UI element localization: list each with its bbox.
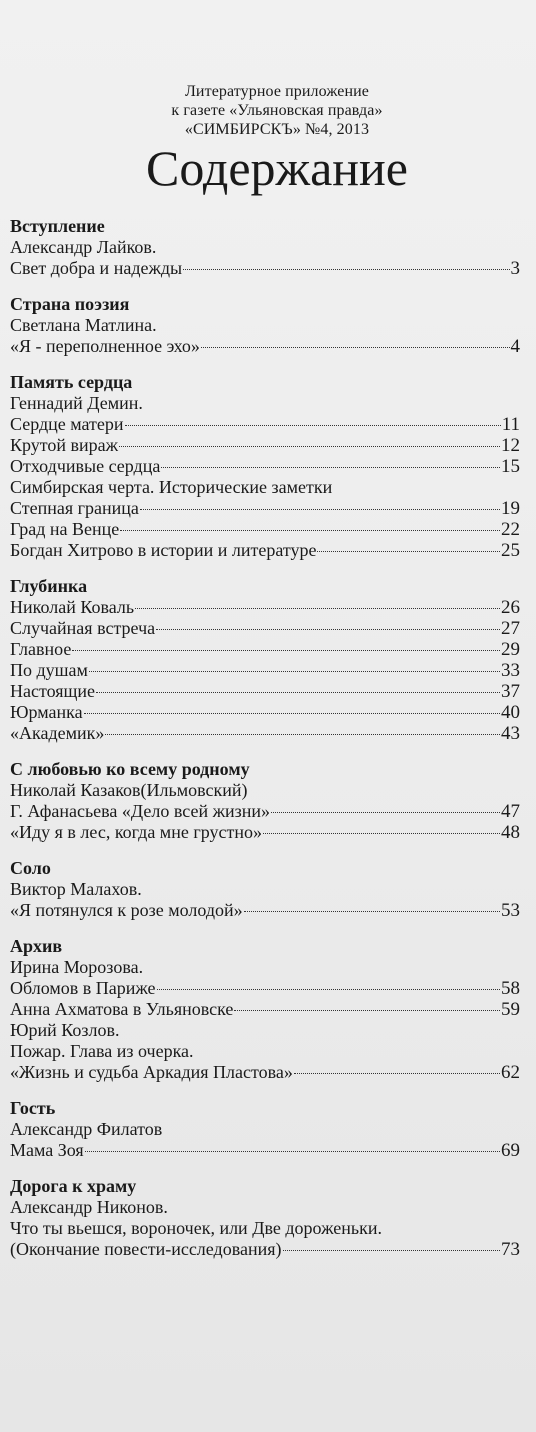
page-number: 37 — [501, 681, 520, 702]
dot-leader — [72, 650, 500, 651]
entry-title: Настоящие — [10, 681, 96, 701]
toc-entry — [10, 900, 520, 921]
page-number: 59 — [501, 999, 520, 1020]
dot-leader — [96, 692, 500, 693]
dot-leader — [120, 530, 500, 531]
table-of-contents — [10, 215, 520, 1274]
page-number: 3 — [510, 258, 520, 279]
toc-entry — [10, 999, 520, 1020]
dot-leader — [85, 1151, 500, 1152]
dot-leader — [294, 1073, 500, 1074]
toc-section — [10, 575, 520, 744]
dot-leader — [283, 1250, 501, 1251]
toc-entry — [10, 1239, 520, 1260]
page-number: 29 — [501, 639, 520, 660]
page-number: 73 — [501, 1239, 520, 1260]
toc-section — [10, 758, 520, 843]
toc-entry — [10, 723, 520, 744]
toc-entry — [10, 618, 520, 639]
dot-leader — [89, 671, 500, 672]
page-number: 33 — [501, 660, 520, 681]
header-line-2: к газете «Ульяновская правда» — [171, 102, 383, 119]
dot-leader — [183, 269, 509, 270]
toc-section — [10, 371, 520, 561]
entry-title: Сердце матери — [10, 414, 124, 434]
toc-entry-text: Геннадий Демин. — [10, 393, 143, 413]
toc-entry-text: Что ты вьешся, вороночек, или Две дороженьки. — [10, 1218, 382, 1238]
section-title: Вступление — [10, 216, 105, 236]
entry-title: Юрманка — [10, 702, 83, 722]
toc-section — [10, 215, 520, 279]
toc-entry — [10, 1140, 520, 1161]
dot-leader — [234, 1010, 500, 1011]
page-number: 4 — [510, 336, 520, 357]
page-number: 40 — [501, 702, 520, 723]
entry-title: «Я - переполненное эхо» — [10, 336, 200, 356]
dot-leader — [119, 446, 500, 447]
dot-leader — [157, 989, 500, 990]
entry-title: Г. Афанасьева «Дело всей жизни» — [10, 801, 271, 821]
section-title: Гость — [10, 1098, 56, 1118]
toc-entry-text: Александр Лайков. — [10, 237, 157, 257]
entry-title: «Иду я в лес, когда мне грустно» — [10, 822, 262, 842]
dot-leader — [125, 425, 501, 426]
page-number: 11 — [501, 414, 520, 435]
page-number: 19 — [501, 498, 520, 519]
entry-title: Обломов в Париже — [10, 978, 156, 998]
toc-entry-text: Ирина Морозова. — [10, 957, 144, 977]
dot-leader — [271, 812, 500, 813]
section-title: Страна поэзия — [10, 294, 130, 314]
toc-entry-text: Симбирская черта. Исторические заметки — [10, 477, 333, 497]
page-number: 53 — [501, 900, 520, 921]
header-line-3: «СИМБИРСКЪ» №4, 2013 — [184, 121, 370, 138]
toc-section — [10, 1175, 520, 1260]
entry-title: Степная граница — [10, 498, 139, 518]
toc-entry — [10, 822, 520, 843]
section-title: Память сердца — [10, 372, 133, 392]
page-number: 69 — [501, 1140, 520, 1161]
entry-title: Крутой вираж — [10, 435, 119, 455]
toc-entry-text: Николай Казаков(Ильмовский) — [10, 780, 248, 800]
dot-leader — [84, 713, 500, 714]
toc-entry — [10, 336, 520, 357]
toc-entry-text: Александр Никонов. — [10, 1197, 168, 1217]
dot-leader — [135, 608, 500, 609]
toc-entry — [10, 1062, 520, 1083]
header-line-1: Литературное приложение — [184, 83, 370, 100]
page-number: 15 — [501, 456, 520, 477]
toc-entry — [10, 519, 520, 540]
page-number: 58 — [501, 978, 520, 999]
section-title: Соло — [10, 858, 51, 878]
toc-entry-text: Юрий Козлов. — [10, 1020, 120, 1040]
section-title: Архив — [10, 936, 63, 956]
toc-entry — [10, 681, 520, 702]
entry-title: Свет добра и надежды — [10, 258, 183, 278]
page-title: Содержание — [146, 140, 408, 196]
toc-entry — [10, 978, 520, 999]
section-title: С любовью ко всему родному — [10, 759, 250, 779]
page-number: 25 — [501, 540, 520, 561]
toc-entry-text: Пожар. Глава из очерка. — [10, 1041, 194, 1061]
toc-entry — [10, 801, 520, 822]
toc-entry — [10, 702, 520, 723]
entry-title: Богдан Хитрово в истории и литературе — [10, 540, 317, 560]
entry-title: Николай Коваль — [10, 597, 135, 617]
entry-title: Отходчивые сердца — [10, 456, 161, 476]
toc-section — [10, 1097, 520, 1161]
entry-title: Главное — [10, 639, 72, 659]
page-number: 48 — [501, 822, 520, 843]
page-number: 22 — [501, 519, 520, 540]
toc-section — [10, 293, 520, 357]
dot-leader — [105, 734, 500, 735]
entry-title: Град на Венце — [10, 519, 120, 539]
page-number: 43 — [501, 723, 520, 744]
section-title: Глубинка — [10, 576, 88, 596]
toc-entry — [10, 258, 520, 279]
dot-leader — [140, 509, 500, 510]
dot-leader — [244, 911, 500, 912]
page-number: 62 — [501, 1062, 520, 1083]
entry-title: (Окончание повести-исследования) — [10, 1239, 282, 1259]
toc-entry — [10, 435, 520, 456]
entry-title: Анна Ахматова в Ульяновске — [10, 999, 234, 1019]
publication-header — [0, 82, 536, 139]
toc-entry-text: Светлана Матлина. — [10, 315, 157, 335]
dot-leader — [161, 467, 500, 468]
entry-title: По душам — [10, 660, 88, 680]
entry-title: «Академик» — [10, 723, 105, 743]
toc-entry — [10, 540, 520, 561]
toc-section — [10, 857, 520, 921]
toc-entry-text: Виктор Малахов. — [10, 879, 142, 899]
toc-entry — [10, 498, 520, 519]
entry-title: Случайная встреча — [10, 618, 156, 638]
dot-leader — [201, 347, 510, 348]
entry-title: Мама Зоя — [10, 1140, 84, 1160]
dot-leader — [263, 833, 500, 834]
entry-title: «Я потянулся к розе молодой» — [10, 900, 243, 920]
toc-entry — [10, 597, 520, 618]
page-number: 12 — [501, 435, 520, 456]
page-number: 47 — [501, 801, 520, 822]
toc-entry — [10, 660, 520, 681]
toc-entry — [10, 639, 520, 660]
toc-section — [10, 935, 520, 1083]
dot-leader — [317, 551, 500, 552]
toc-entry — [10, 414, 520, 435]
toc-entry — [10, 456, 520, 477]
page-number: 27 — [501, 618, 520, 639]
section-title: Дорога к храму — [10, 1176, 137, 1196]
page-number: 26 — [501, 597, 520, 618]
entry-title: «Жизнь и судьба Аркадия Пластова» — [10, 1062, 293, 1082]
toc-entry-text: Александр Филатов — [10, 1119, 163, 1139]
dot-leader — [156, 629, 500, 630]
